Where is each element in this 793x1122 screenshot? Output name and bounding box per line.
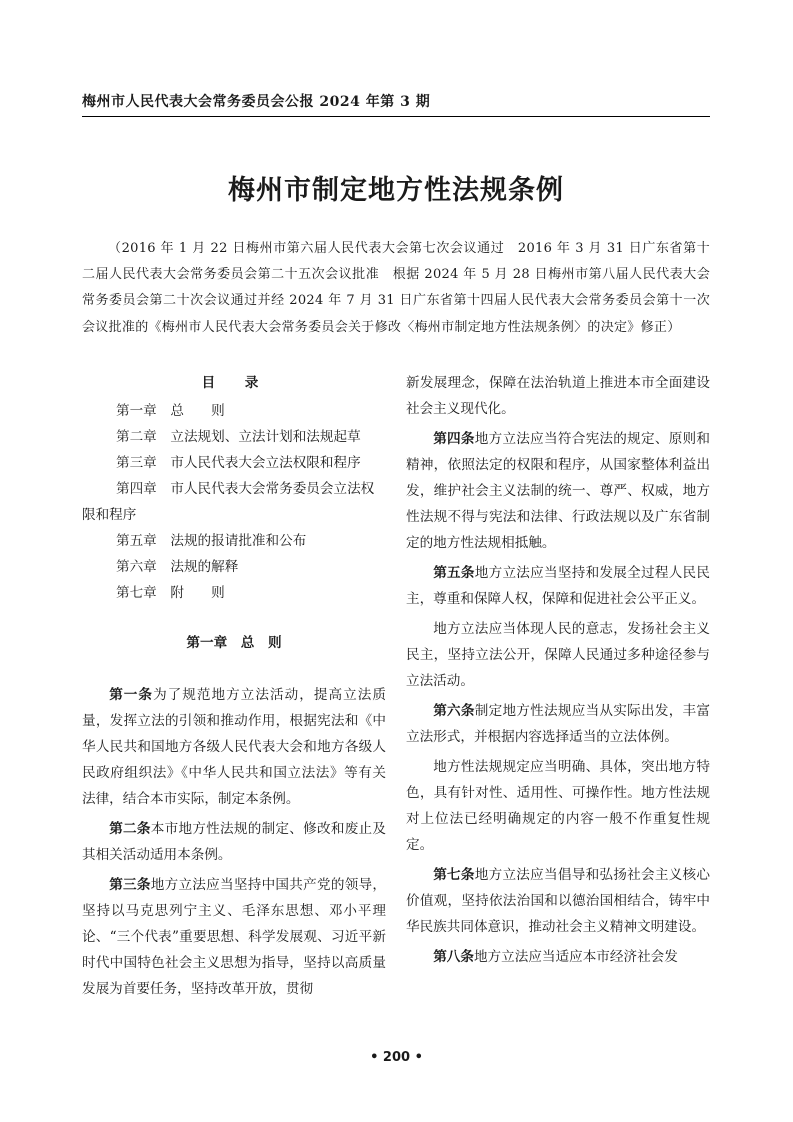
toc-item: 第三章 市人民代表大会立法权限和程序 [116, 455, 361, 471]
article-paragraph [406, 754, 710, 858]
left-column [82, 370, 386, 1006]
toc-item: 第一章 总 则 [116, 403, 225, 419]
article-paragraph [406, 426, 710, 556]
article-text: 为了规范地方立法活动，提高立法质量，发挥立法的引领和推动作用，根据宪法和《中华人民共和国地方各级人民代表大会和地方各级人民政府组织法》《中华人民共和国立法法》等有关法律，结合本市实际，制定本条例。 [82, 687, 387, 807]
article-text: 地方立法应当体现人民的意志，发扬社会主义民主，坚持立法公开，保障人民通过多种途径参与立法活动。 [406, 621, 710, 689]
article-paragraph [406, 698, 710, 750]
article-number: 第七条 [433, 867, 475, 883]
toc-item: 第二章 立法规划、立法计划和法规起草 [116, 429, 361, 445]
article-number: 第一条 [109, 687, 154, 703]
article-text: 地方性法规规定应当明确、具体，突出地方特色，具有针对性、适用性、可操作性。地方性法规对上位法已经明确规定的内容一般不作重复性规定。 [406, 759, 710, 853]
article-paragraph [82, 872, 386, 1002]
chapter-title: 第一章 总 则 [186, 635, 282, 651]
toc-heading: 目 录 [201, 375, 267, 391]
article-text: 地方立法应当倡导和弘扬社会主义核心价值观，坚持依法治国和以德治国相结合，铸牢中华民族共同体意识，推动社会主义精神文明建设。 [406, 867, 711, 935]
bulletin-header: 梅州市人民代表大会常务委员会公报 2024 年第 3 期 [82, 94, 431, 110]
article-text: 地方立法应当坚持和发展全过程人民民主，尊重和保障人权，保障和促进社会公平正义。 [406, 565, 711, 607]
article-paragraph [82, 682, 386, 812]
header-rule [82, 116, 710, 117]
article-number: 第三条 [109, 877, 151, 893]
article-paragraph [406, 616, 710, 694]
article-text: 地方立法应当坚持中国共产党的领导，坚持以马克思列宁主义、毛泽东思想、邓小平理论、“三个代表”重要思想、科学发展观、习近平新时代中国特色社会主义思想为指导，坚持以高质量发展为首要任务，坚持改革开放，贯彻 [82, 877, 387, 997]
preamble: （2016 年 1 月 22 日梅州市第六届人民代表大会第七次会议通过 2016 年 3 月 31 日广东省第十二届人民代表大会常务委员会第二十五次会议批准 根据 2024 年 5 月 28 日梅州市第八届人民代表大会常务委员会第二十次会议通过并经 2024 年 7 月 31 日广东省第十四届人民代表大会常务委员会第十一次会议批准的《梅州市人民代表大会常务委员会关于修改〈梅州市制定地方性法规条例〉的决定》修正） [82, 241, 710, 335]
article-number: 第八条 [433, 949, 474, 965]
article-text: 本市地方性法规的制定、修改和废止及其相关活动适用本条例。 [82, 821, 387, 863]
article-number: 第六条 [433, 703, 475, 719]
toc-item: 第五章 法规的报请批准和公布 [116, 533, 307, 549]
article-text: 制定地方性法规应当从实际出发，丰富立法形式，并根据内容选择适当的立法体例。 [406, 703, 711, 745]
toc-item: 第七章 附 则 [116, 585, 225, 601]
article-text: 地方立法应当符合宪法的规定、原则和精神，依照法定的权限和程序，从国家整体利益出发，维护社会主义法制的统一、尊严、权威，地方性法规不得与宪法和法律、行政法规以及广东省制定的地方性法规相抵触。 [406, 431, 711, 551]
right-column [406, 370, 710, 974]
toc-item: 第六章 法规的解释 [116, 559, 239, 575]
article-number: 第四条 [433, 431, 475, 447]
article-number: 第二条 [109, 821, 151, 837]
page-number: • 200 • [370, 1050, 423, 1065]
article-paragraph [406, 560, 710, 612]
toc-item: 第四章 市人民代表大会常务委员会立法权限和程序 [82, 481, 375, 523]
article-paragraph [82, 816, 386, 868]
continued-paragraph: 新发展理念，保障在法治轨道上推进本市全面建设社会主义现代化。 [406, 375, 710, 417]
article-paragraph [406, 944, 710, 970]
regulation-title: 梅州市制定地方性法规条例 [228, 175, 564, 206]
article-paragraph [406, 862, 710, 940]
article-text: 地方立法应当适应本市经济社会发 [473, 949, 678, 965]
article-number: 第五条 [433, 565, 475, 581]
